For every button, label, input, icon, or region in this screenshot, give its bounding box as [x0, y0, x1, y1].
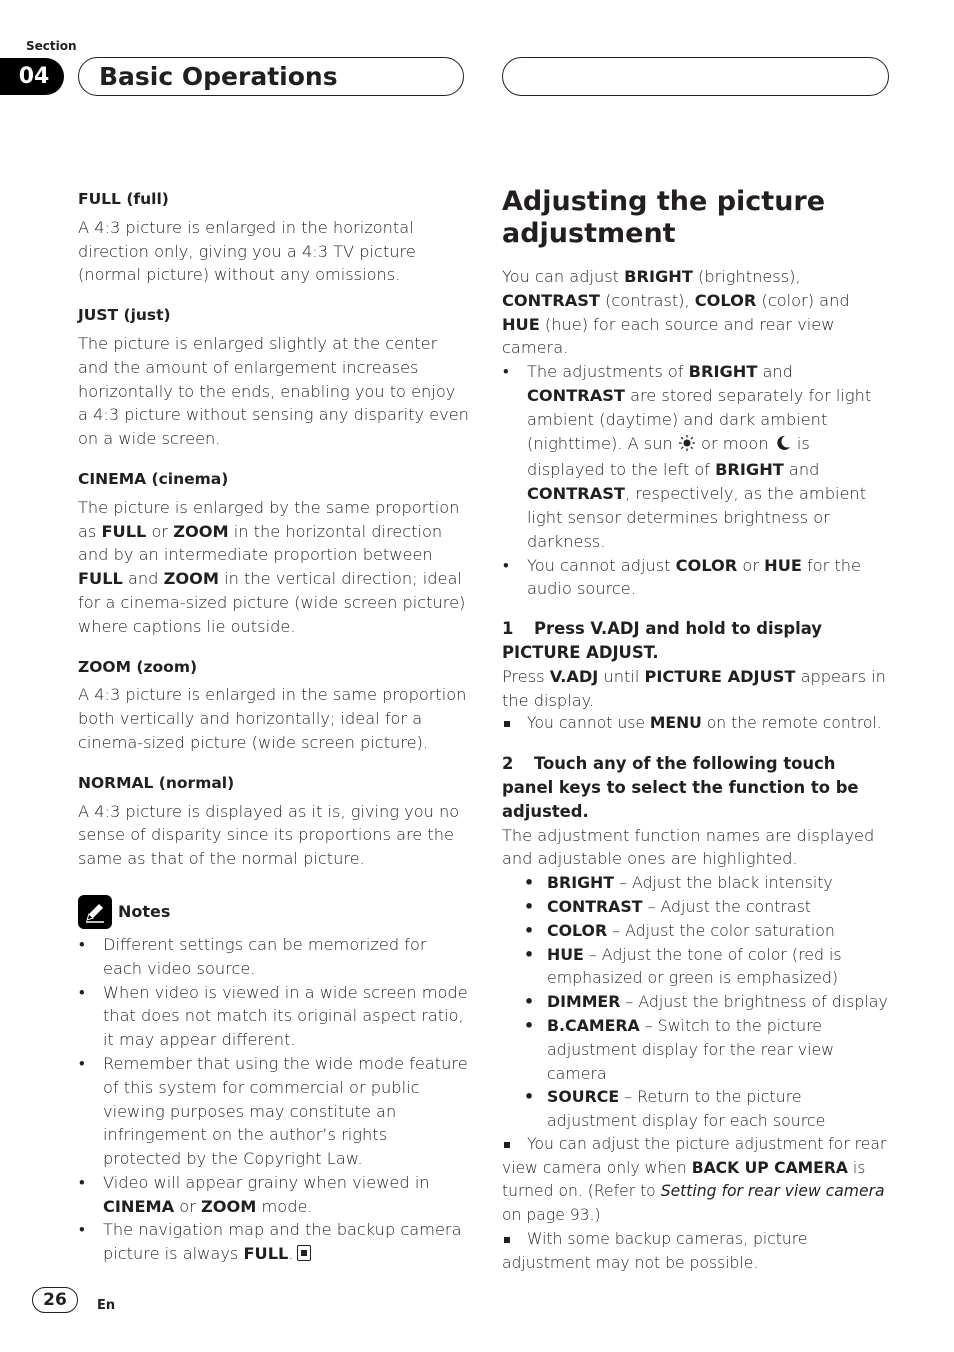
notes-pencil-icon — [78, 895, 112, 929]
just-text: The picture is enlarged slightly at the center and the amount of enlargement increases horizontally to the ends, enabling you to enjoy a 4:3 picture without sensing any disparity even on a wide screen. — [78, 333, 469, 449]
note-item: • Video will appear grainy when viewed in CINEMA or ZOOM mode. — [78, 1171, 470, 1219]
step-1-text: Press V.ADJ until PICTURE ADJUST appears in the display. — [502, 666, 886, 710]
function-item: • BRIGHT – Adjust the black intensity — [522, 871, 892, 895]
full-title: FULL (full) — [78, 190, 169, 208]
just-title: JUST (just) — [78, 306, 171, 325]
function-item: • B.CAMERA – Switch to the picture adjustment display for the rear view camera — [522, 1014, 892, 1085]
cinema-text: The picture is enlarged by the same proportion as FULL or ZOOM in the horizontal direction and by an intermediate proportion between FULL and ZOOM in the vertical direction; ideal for a cinema-sized picture (wide screen picture) where captions lie outside. — [78, 497, 466, 636]
notes-header — [78, 895, 470, 929]
normal-title: NORMAL (normal) — [78, 773, 235, 792]
note-item: • Remember that using the wide mode feature of this system for commercial or public viewing purposes may constitute an infringement on the author’s rights protected by the Copyright Law. — [78, 1052, 470, 1171]
function-item: • CONTRAST – Adjust the contrast — [522, 895, 892, 919]
moon-icon — [774, 434, 792, 459]
zoom-title: ZOOM (zoom) — [78, 657, 198, 676]
right-column — [502, 186, 892, 1276]
normal-text: A 4:3 picture is displayed as it is, giving you no sense of disparity since its proportions are the same as that of the normal picture. — [78, 801, 460, 869]
notes-list — [78, 933, 470, 1266]
main-heading: Adjusting the picture adjustment — [502, 186, 826, 249]
header-empty-pill — [502, 57, 889, 96]
note-item: • Different settings can be memorized for each video source. — [78, 933, 470, 981]
full-text: A 4:3 picture is enlarged in the horizontal direction only, giving you a 4:3 TV picture (normal picture) without any omissions. — [78, 217, 416, 285]
intro-bullet: • You cannot adjust COLOR or HUE for the audio source. — [502, 554, 892, 602]
sun-icon — [678, 434, 696, 459]
end-mark-icon — [297, 1245, 311, 1261]
intro-bullet: • The adjustments of BRIGHT and CONTRAST are stored separately for light ambient (daytime) and dark ambient (nighttime). A sun or moon is displayed to the left of BRIGHT and CONTRAST, respectively, as the ambient light sensor determines brightness or darkness. — [502, 360, 892, 553]
cinema-title: CINEMA (cinema) — [78, 469, 229, 488]
camera-note: You can adjust the picture adjustment for rear view camera only when BACK UP CAMERA is turned on. (Refer to Setting for rear view camera on page 93.) — [502, 1133, 892, 1228]
zoom-text: A 4:3 picture is enlarged in the same proportion both vertically and horizontally; ideal for a cinema-sized picture (wide screen picture). — [78, 685, 467, 752]
function-item: • COLOR – Adjust the color saturation — [522, 919, 892, 943]
function-item: • DIMMER – Adjust the brightness of display — [522, 990, 892, 1014]
section-title: Basic Operations — [78, 57, 464, 96]
function-item: • HUE – Adjust the tone of color (red is emphasized or green is emphasized) — [522, 943, 892, 991]
page-number: 26 — [32, 1287, 78, 1313]
section-label: Section — [26, 39, 77, 53]
function-item: • SOURCE – Return to the picture adjustment display for each source — [522, 1085, 892, 1133]
intro-text: You can adjust BRIGHT (brightness), CONTRAST (contrast), COLOR (color) and HUE (hue) for each source and rear view camera. — [502, 267, 850, 358]
step-2-text: The adjustment function names are displayed and adjustable ones are highlighted. — [502, 825, 875, 869]
intro-bullets — [502, 360, 892, 601]
left-column — [78, 188, 470, 1266]
note-item: • The navigation map and the backup camera picture is always FULL. — [78, 1218, 470, 1266]
backup-camera-note: With some backup cameras, picture adjustment may not be possible. — [502, 1228, 892, 1276]
step-1-title: 1 Press V.ADJ and hold to display PICTURE ADJUST. — [502, 619, 822, 662]
note-item: • When video is viewed in a wide screen mode that does not match its original aspect ratio, it may appear different. — [78, 981, 470, 1052]
step-2-title: 2 Touch any of the following touch panel keys to select the function to be adjusted. — [502, 754, 859, 821]
section-number: 04 — [0, 58, 64, 95]
notes-title: Notes — [118, 902, 171, 922]
function-list — [502, 871, 892, 1133]
language-code: En — [97, 1298, 116, 1313]
step-1-note: You cannot use MENU on the remote control. — [502, 712, 892, 736]
